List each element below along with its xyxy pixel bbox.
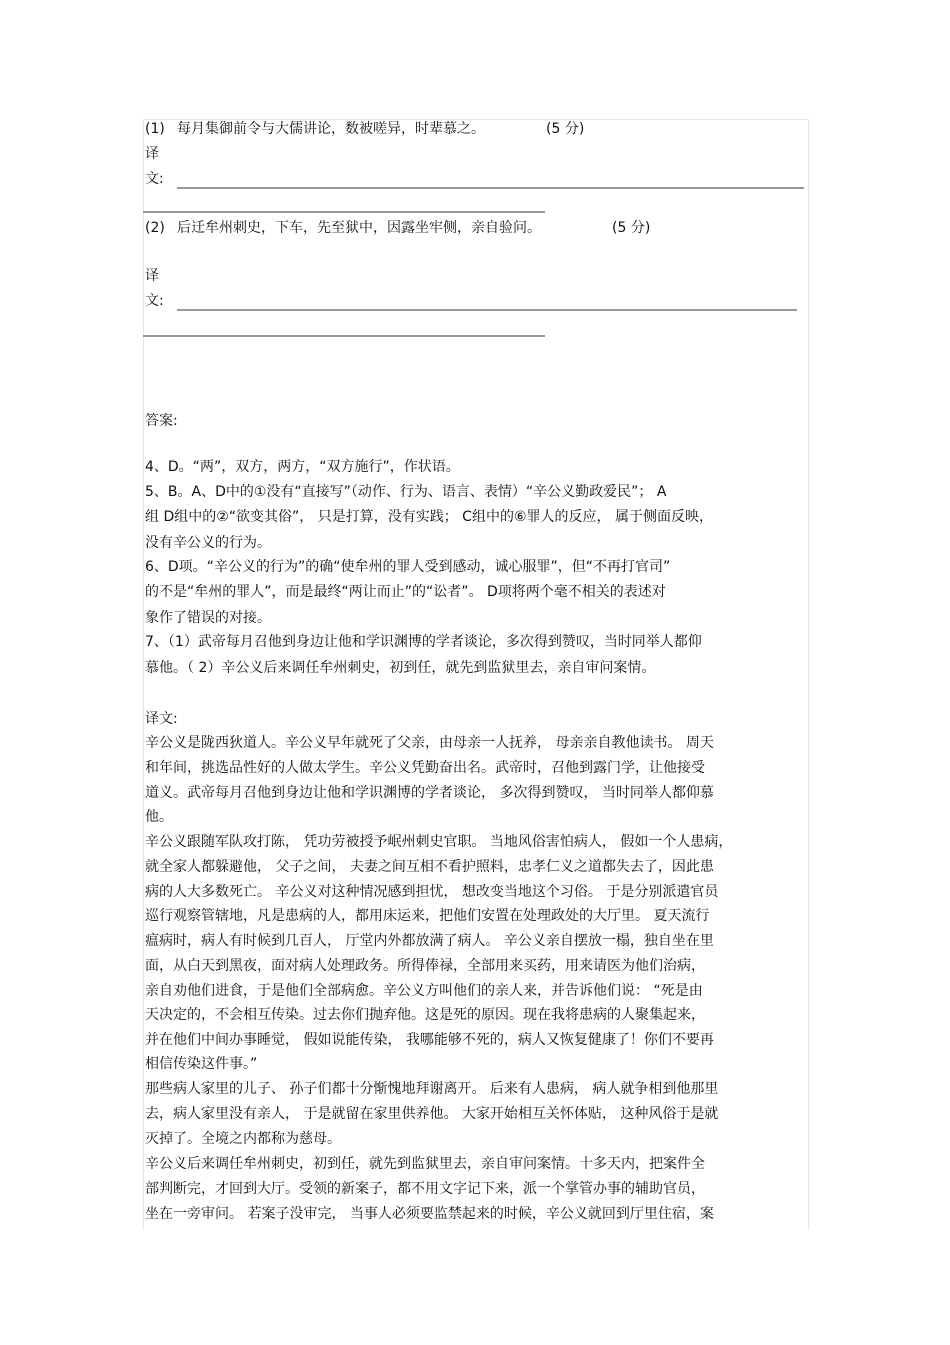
q1-answer-line-2 [143,211,545,213]
q2-text: 后迁牟州刺史，下车，先至狱中，因露坐牢侧，亲自验问。 [177,220,541,236]
translation-line: 部判断完，才回到大厅。受领的新案子，都不用文字记下来，派一个掌管办事的辅助官员， [145,1181,705,1197]
q1-yi-label: 译 [145,146,159,162]
translation-line: 瘟病时，病人有时候到几百人， 厅堂内外都放满了病人。 辛公义亲自摆放一榻，独自坐在里 [145,933,714,949]
translation-line: 就全家人都躲避他， 父子之间， 夫妻之间互相不看护照料，忠孝仁义之道都失去了，因此患 [145,859,714,875]
answer-line: 7、（1）武帝每月召他到身边让他和学识渊博的学者谈论，多次得到赞叹，当时同举人都仰 [145,634,702,650]
answer-line: 5、B。A、D中的①没有“直接写”（动作、行为、语言、表情）“辛公义勤政爱民”； A [145,484,667,500]
answer-line: 没有辛公义的行为。 [145,535,271,551]
q2-answer-line-2 [143,335,545,337]
translation-line: 他。 [145,809,173,825]
translation-line: 去，病人家里没有亲人， 于是就留在家里供养他。 大家开始相互关怀体贴， 这种风俗于是就 [145,1106,719,1122]
translation-heading: 译文: [145,711,178,727]
translation-line: 相信传染这件事。” [145,1056,258,1072]
answer-line: 组 D组中的②“欲变其俗”， 只是打算，没有实践； C组中的⑥罪人的反应， 属于侧面反映， [145,509,713,525]
q1-score: (5 分) [546,121,585,137]
translation-line: 那些病人家里的儿子、 孙子们都十分惭愧地拜谢离开。 后来有人患病， 病人就争相到他那里 [145,1081,719,1097]
translation-line: 灭掉了。全境之内都称为慈母。 [145,1131,341,1147]
q1-number: (1) [145,121,165,137]
q2-yi-label: 译 [145,268,159,284]
q2-wen-label: 文: [145,293,164,309]
answer-line: 6、D项。“辛公义的行为”的确“使牟州的罪人受到感动，诚心服罪”，但“不再打官司” [145,559,671,575]
translation-line: 巡行观察管辖地，凡是患病的人，都用床运来，把他们安置在处理政处的大厅里。 夏天流行 [145,908,710,924]
q2-number: (2) [145,220,165,236]
translation-line: 坐在一旁审问。 若案子没审完， 当事人必须要监禁起来的时候，辛公义就回到厅里住宿，案 [145,1206,714,1222]
q2-answer-line [177,309,797,311]
q1-text: 每月集御前令与大儒讲论，数被嗟异，时辈慕之。 [177,121,485,137]
translation-line: 和年间，挑选品性好的人做太学生。辛公义凭勤奋出名。武帝时，召他到露门学，让他接受 [145,760,705,776]
translation-line: 道义。武帝每月召他到身边让他和学识渊博的学者谈论， 多次得到赞叹， 当时同举人都仰慕 [145,785,714,801]
answer-line: 象作了错误的对接。 [145,610,271,626]
translation-line: 面，从白天到黑夜，面对病人处理政务。所得俸禄，全部用来买药，用来请医为他们治病， [145,958,705,974]
q1-wen-label: 文: [145,171,164,187]
answer-line: 的不是“牟州的罪人”，而是最终“两让而止”的“讼者”。 D项将两个毫不相关的表述对 [145,584,666,600]
answer-heading: 答案: [145,413,178,429]
translation-line: 辛公义是陇西狄道人。辛公义早年就死了父亲，由母亲一人抚养， 母亲亲自教他读书。 周天 [145,735,714,751]
translation-line: 辛公义后来调任牟州刺史，初到任，就先到监狱里去，亲自审问案情。十多天内，把案件全 [145,1156,705,1172]
answer-line: 4、D。“两”，双方，两方，“双方施行”，作状语。 [145,459,460,475]
translation-line: 病的人大多数死亡。 辛公义对这种情况感到担忧， 想改变当地这个习俗。 于是分别派遣官员 [145,884,719,900]
translation-line: 天决定的，不会相互传染。过去你们抛弃他。这是死的原因。现在我将患病的人聚集起来， [145,1007,705,1023]
answer-line: 慕他。（ 2）辛公义后来调任牟州刺史，初到任，就先到监狱里去，亲自审问案情。 [145,660,656,676]
translation-line: 辛公义跟随军队攻打陈， 凭功劳被授予岷州刺史官职。 当地风俗害怕病人， 假如一个人患病， [145,834,733,850]
q1-answer-line [177,187,804,189]
translation-line: 亲自劝他们进食，于是他们全部病愈。辛公义方叫他们的亲人来，并告诉他们说： “死是由 [145,983,703,999]
q2-score: (5 分) [612,220,651,236]
translation-line: 并在他们中间办事睡觉， 假如说能传染， 我哪能够不死的，病人又恢复健康了！你们不要再 [145,1032,714,1048]
